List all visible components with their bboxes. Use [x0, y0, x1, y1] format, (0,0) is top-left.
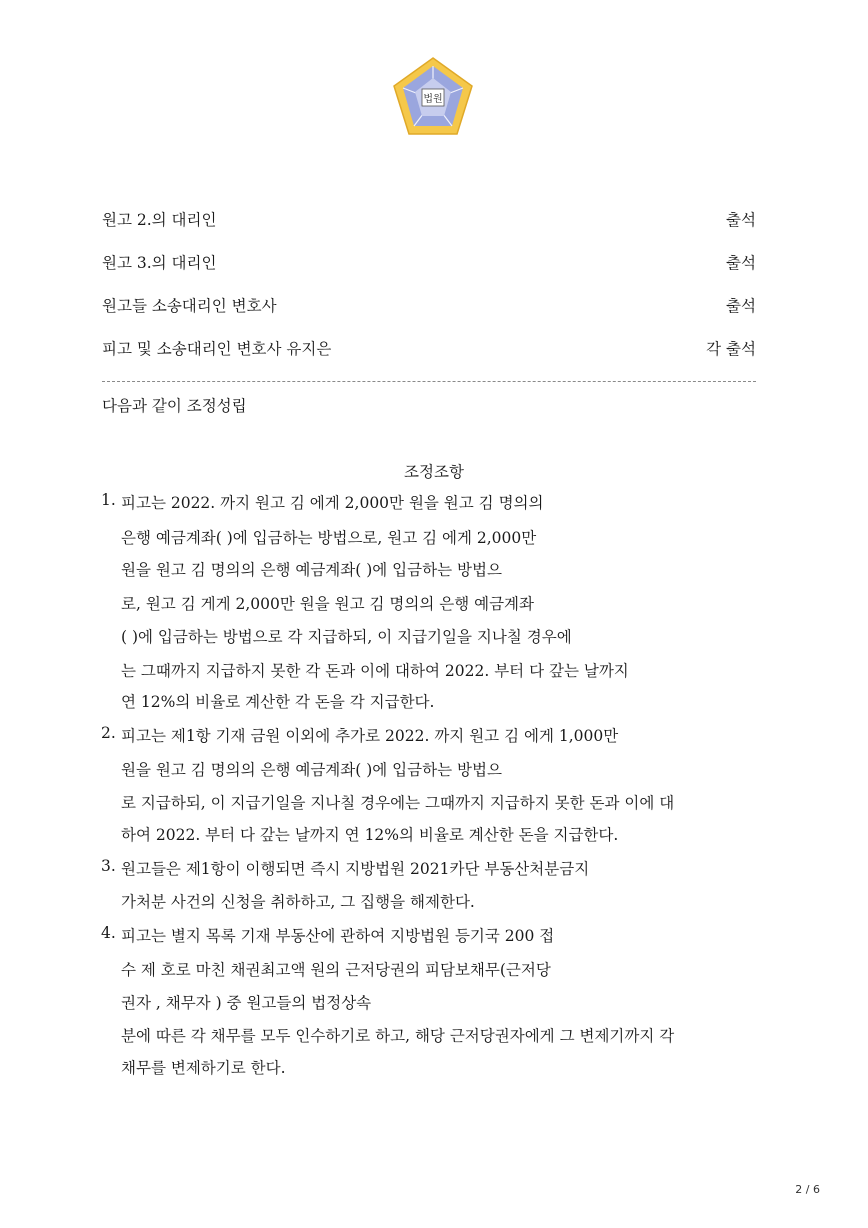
clause-line: 분에 따른 각 채무를 모두 인수하기로 하고, 해당 근저당권자에게 그 변제기까지 각 — [121, 1027, 675, 1045]
clause-line: 채무를 변제하기로 한다. — [121, 1059, 286, 1077]
clause-number: 3. — [101, 857, 116, 875]
attendance-row — [102, 337, 756, 361]
court-seal-text: 법원 — [423, 94, 443, 105]
attendance-status: 출석 — [726, 254, 756, 272]
clause-line: 피고는 제1항 기재 금원 이외에 추가로 2022. 까지 원고 김 에게 1,000만 — [121, 727, 619, 745]
clause-line: 연 12%의 비율로 계산한 각 돈을 각 지급한다. — [121, 693, 435, 711]
intro-text: 다음과 같이 조정성립 — [102, 397, 247, 415]
clause-line: 원을 원고 김 명의의 은행 예금계좌( )에 입금하는 방법으 — [121, 761, 502, 779]
dashed-divider — [102, 381, 756, 382]
clause-line: 원고들은 제1항이 이행되면 즉시 지방법원 2021카단 부동산처분금지 — [121, 860, 590, 878]
clause-line: 로 지급하되, 이 지급기일을 지나칠 경우에는 그때까지 지급하지 못한 돈과 이에 대 — [121, 794, 675, 812]
attendance-row — [102, 208, 756, 232]
clause-line: 수 제 호로 마친 채권최고액 원의 근저당권의 피담보채무(근저당 — [121, 961, 551, 979]
clause-line: 피고는 2022. 까지 원고 김 에게 2,000만 원을 원고 김 명의의 — [121, 494, 544, 512]
clause-line: 로, 원고 김 게게 2,000만 원을 원고 김 명의의 은행 예금계좌 — [121, 595, 535, 613]
attendance-status: 각 출석 — [706, 340, 756, 358]
clause-line: 피고는 별지 목록 기재 부동산에 관하여 지방법원 등기국 200 접 — [121, 927, 555, 945]
page-number: 2 / 6 — [795, 1183, 820, 1196]
clause-line: 원을 원고 김 명의의 은행 예금계좌( )에 입금하는 방법으 — [121, 561, 502, 579]
attendance-status: 출석 — [726, 211, 756, 229]
section-heading: 조정조항 — [404, 463, 464, 481]
court-seal — [392, 56, 474, 138]
attendance-status: 출석 — [726, 297, 756, 315]
attendance-row — [102, 294, 756, 318]
clause-line: 은행 예금계좌( )에 입금하는 방법으로, 원고 김 에게 2,000만 — [121, 529, 537, 547]
clause-number: 2. — [101, 724, 116, 742]
clause-line: 는 그때까지 지급하지 못한 각 돈과 이에 대하여 2022. 부터 다 갚는 날까지 — [121, 662, 629, 680]
attendance-label: 원고 3.의 대리인 — [102, 254, 217, 272]
attendance-row — [102, 251, 756, 275]
clause-line: 가처분 사건의 신청을 취하하고, 그 집행을 해제한다. — [121, 893, 475, 911]
clause-number: 1. — [101, 491, 116, 509]
attendance-label: 피고 및 소송대리인 변호사 유지은 — [102, 340, 332, 358]
clause-number: 4. — [101, 924, 116, 942]
attendance-label: 원고들 소송대리인 변호사 — [102, 297, 277, 315]
clause-line: 하여 2022. 부터 다 갚는 날까지 연 12%의 비율로 계산한 돈을 지급한다. — [121, 826, 619, 844]
clause-line: 권자 , 채무자 ) 중 원고들의 법정상속 — [121, 994, 372, 1012]
clause-line: ( )에 입금하는 방법으로 각 지급하되, 이 지급기일을 지나칠 경우에 — [121, 628, 572, 646]
attendance-label: 원고 2.의 대리인 — [102, 211, 217, 229]
